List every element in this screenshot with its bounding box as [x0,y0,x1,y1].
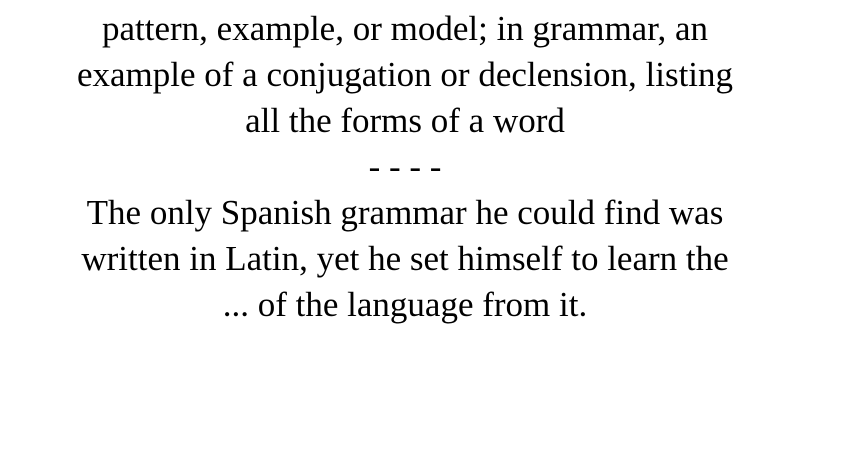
definition-line-1: pattern, example, or model; in grammar, an [101,9,709,48]
example-line-2: written in Latin, yet he set himself to learn the [81,239,729,278]
example-line-1: The only Spanish grammar he could find was [86,193,724,232]
definition-line-3: all the forms of a word [245,101,565,140]
definition-line-2: example of a conjugation or declension, listing [76,55,734,94]
separator: - - - - [368,147,442,186]
example-line-3: ... of the language from it. [222,285,588,324]
